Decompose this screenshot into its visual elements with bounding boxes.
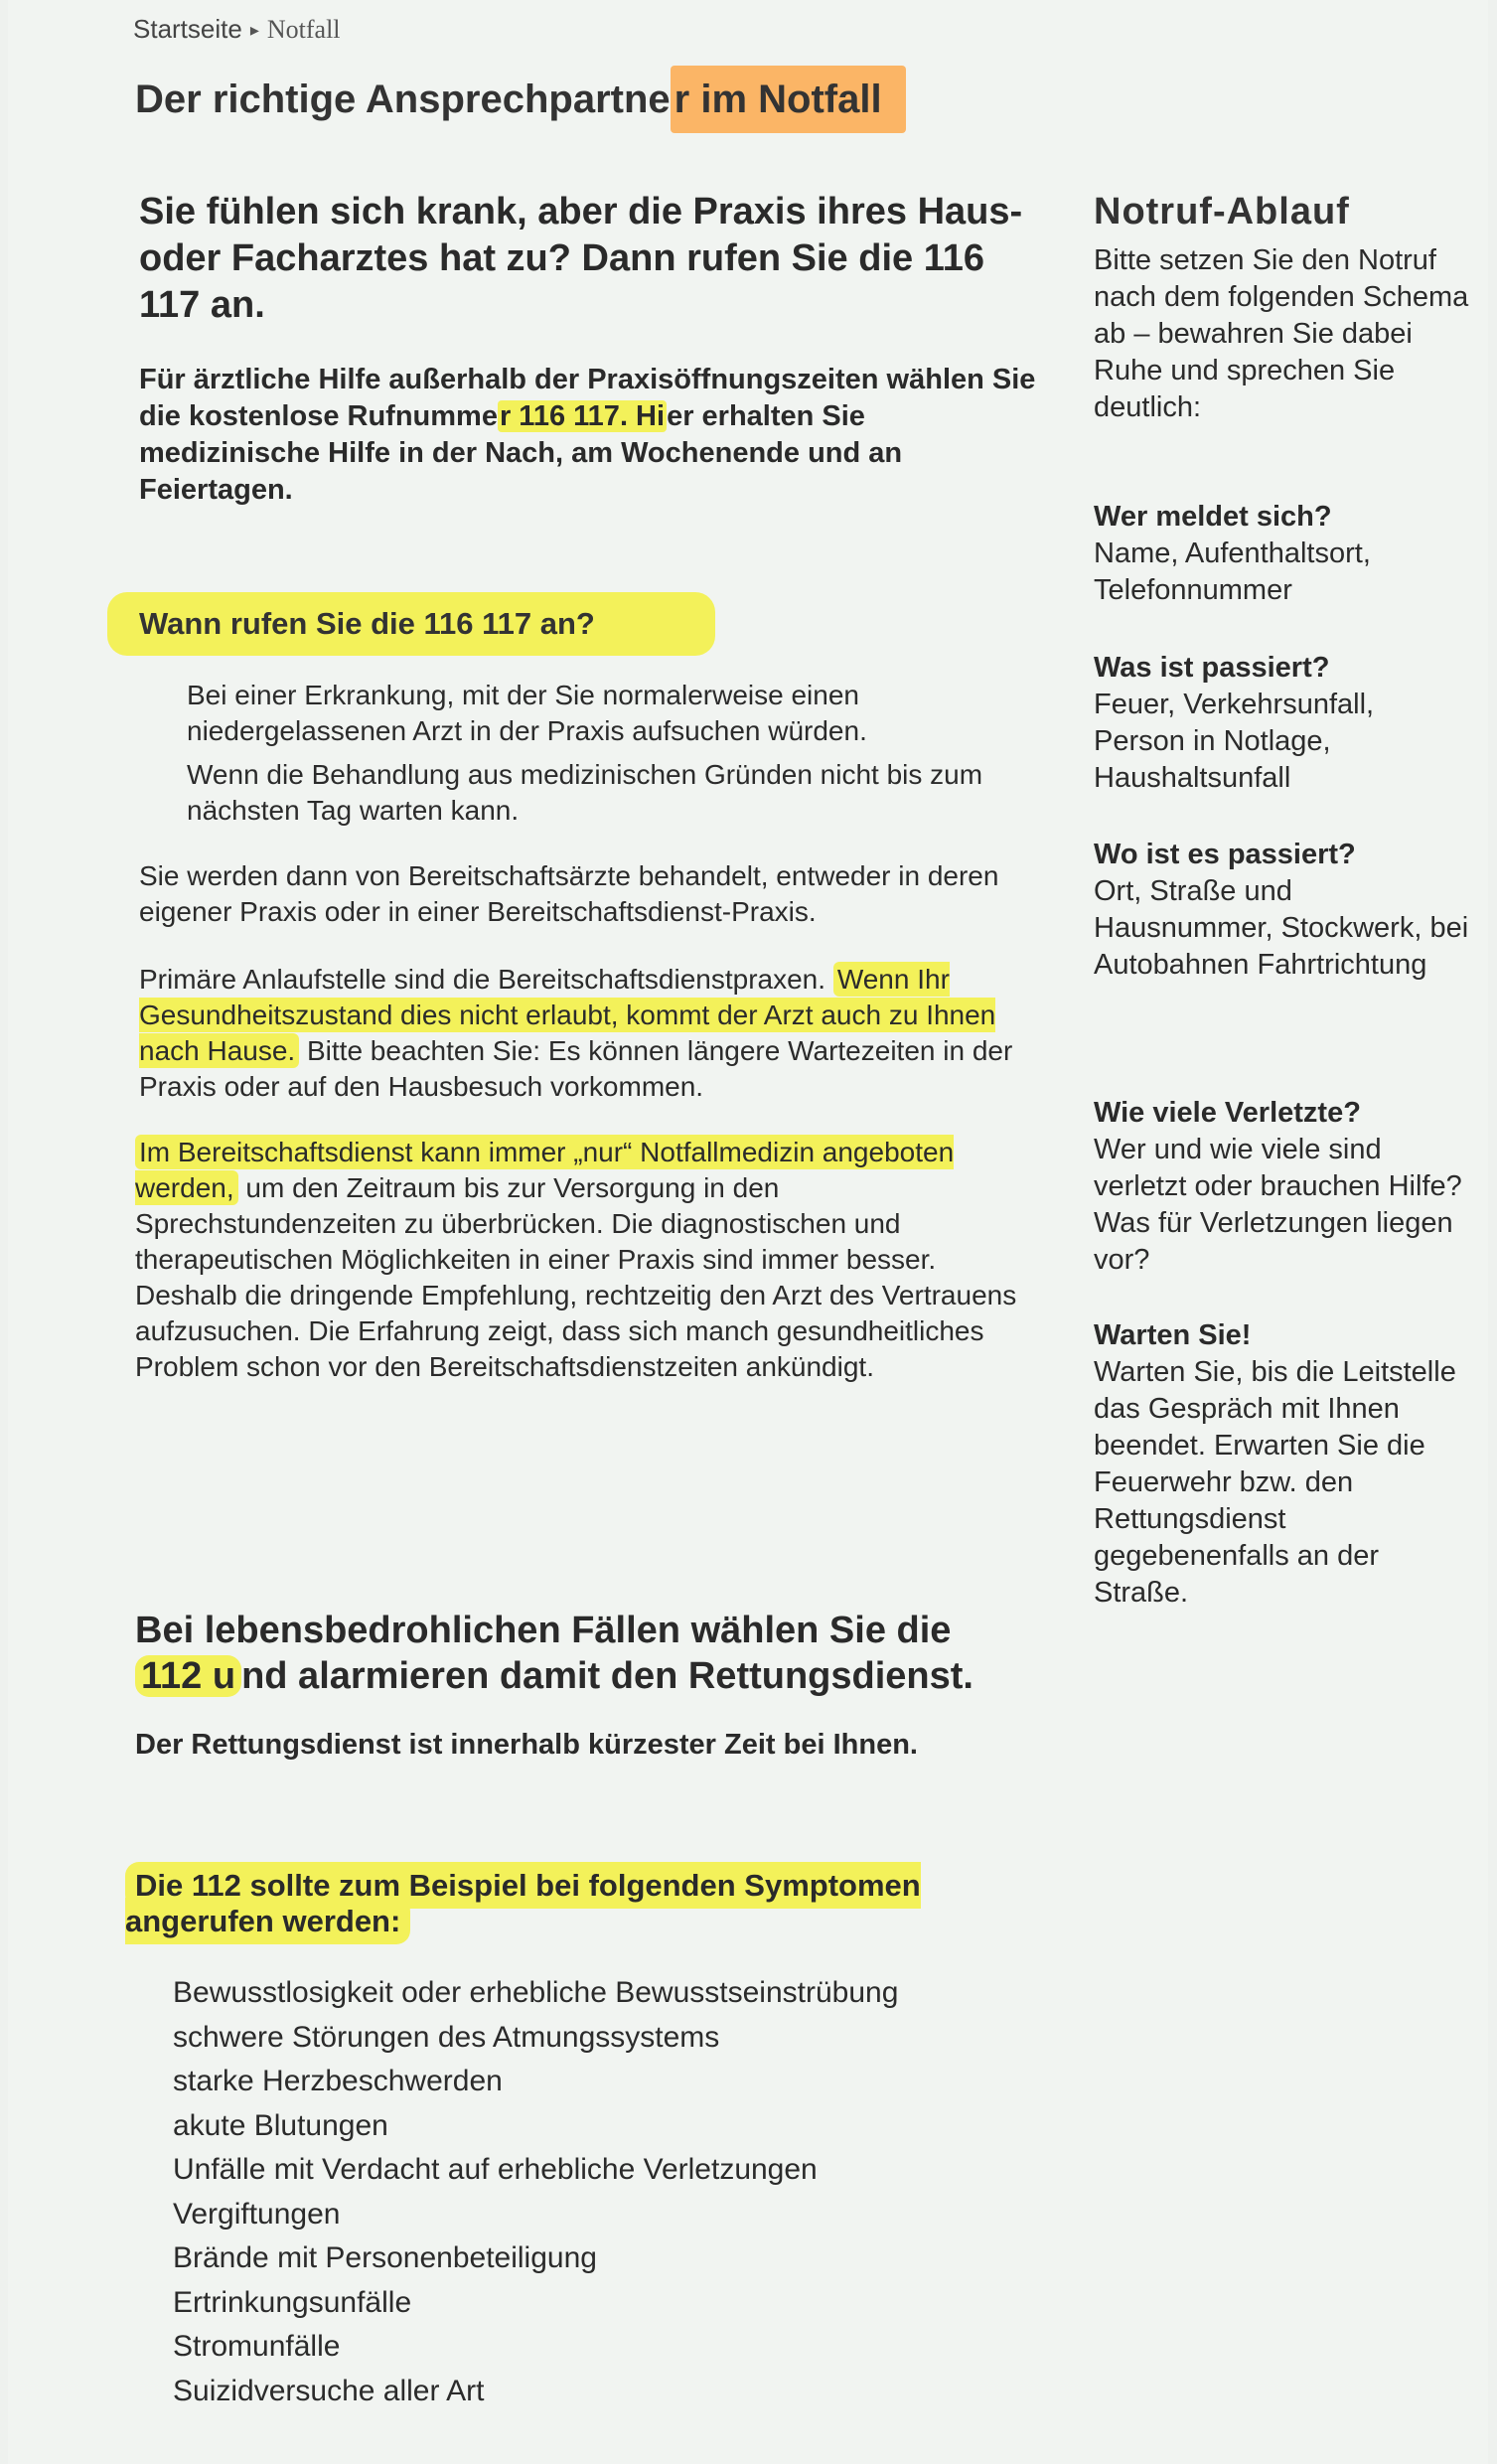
- page-title-part1: Der richtige Ansprechpartne: [135, 77, 671, 121]
- breadcrumb: [133, 14, 341, 45]
- rescue-note: Der Rettungsdienst ist innerhalb kürzester Zeit bei Ihnen.: [135, 1729, 918, 1761]
- sidebar-step-5: [1094, 1317, 1471, 1612]
- list-item: Unfälle mit Verdacht auf erhebliche Verletzungen: [173, 2153, 818, 2186]
- p3-highlight: Im Bereitschaftsdienst kann immer „nur“ Notfallmedizin angeboten werden,: [135, 1137, 955, 1203]
- sidebar-intro-text: Bitte setzen Sie den Notruf nach dem folgenden Schema ab – bewahren Sie dabei Ruhe und sprechen Sie deutlich:: [1094, 244, 1469, 423]
- sidebar-step-heading: Was ist passiert?: [1094, 652, 1330, 684]
- section-heading-when: Wann rufen Sie die 116 117 an?: [107, 592, 715, 656]
- list-item: akute Blutungen: [173, 2108, 388, 2142]
- paper-sheet: [8, 0, 1488, 2464]
- list-item: Vergiftungen: [173, 2197, 341, 2231]
- breadcrumb-current: Notfall: [266, 15, 341, 44]
- sidebar-step-heading: Warten Sie!: [1094, 1319, 1252, 1351]
- list-item: schwere Störungen des Atmungssystems: [173, 2020, 720, 2054]
- sidebar-step-heading: Wer meldet sich?: [1094, 501, 1332, 533]
- p2-text-c: Bitte beachten Sie: Es können längere Wartezeiten in der Praxis oder auf den Hausbesuch vorkommen.: [139, 1035, 1013, 1102]
- intro-highlight-number: r 116 117. Hi: [499, 400, 666, 432]
- list-item: Stromunfälle: [173, 2330, 341, 2363]
- list-item: Suizidversuche aller Art: [173, 2374, 485, 2407]
- intro-text-a: Für ärztliche Hilfe außerhalb der Praxisöffnungszeiten wählen Sie die kostenlose Rufnumme: [139, 364, 1036, 432]
- page-title-highlighted: r im Notfall: [671, 66, 906, 133]
- emergency-text-c: nd alarmieren damit den Rettungsdienst.: [241, 1655, 973, 1697]
- sidebar-step-2: [1094, 650, 1471, 797]
- when-item-1: Bei einer Erkrankung, mit der Sie normalerweise einen niedergelassenen Arzt in der Praxis aufsuchen würden.: [187, 680, 867, 746]
- list-item: starke Herzbeschwerden: [173, 2065, 503, 2097]
- p2-text-a: Primäre Anlaufstelle sind die Bereitschaftsdienstpraxen.: [139, 964, 826, 995]
- list-item: Brände mit Personenbeteiligung: [173, 2241, 597, 2274]
- sidebar-step-4: [1094, 1095, 1471, 1279]
- sidebar-intro: [1094, 242, 1471, 426]
- emergency-highlight-112: 112 u: [135, 1655, 241, 1697]
- intro-paragraph: [139, 362, 1053, 509]
- when-item-2: Wenn die Behandlung aus medizinischen Gründen nicht bis zum nächsten Tag warten kann.: [187, 759, 983, 826]
- sidebar-step-3: [1094, 837, 1471, 984]
- sidebar-step-text: Warten Sie, bis die Leitstelle das Gespräch mit Ihnen beendet. Erwarten Sie die Feuerwehr bzw. den Rettungsdienst gegebenenfalls an der Straße.: [1094, 1356, 1456, 1609]
- sidebar-step-text: Wer und wie viele sind verletzt oder brauchen Hilfe? Was für Verletzungen liegen vor?: [1094, 1134, 1462, 1276]
- sidebar-title-text: Notruf-Ablauf: [1094, 191, 1350, 232]
- page-title: [135, 77, 906, 122]
- symptoms-heading: [125, 1868, 1019, 1939]
- intro-text-c: er erhalten Sie medizinische Hilfe in der Nach, am Wochenende und an Feiertagen.: [139, 400, 903, 506]
- symptoms-list: [173, 1971, 898, 2413]
- list-item: Ertrinkungsunfälle: [173, 2285, 412, 2319]
- p3-text-b: um den Zeitraum bis zur Versorgung in den Sprechstundenzeiten zu überbrücken. Die diagnostischen und therapeutischen Möglichkeiten in einer Praxis sind immer besser. Deshalb die dringende Empfehlung, rechtzeitig den Arzt des Vertrauens aufzusuchen. Die Erfahrung zeigt, dass sich manch gesundheitliches Problem schon vor den Bereitschaftsdienstzeiten ankündigt.: [135, 1172, 1017, 1382]
- chevron-right-icon: ▸: [249, 20, 259, 40]
- paragraph-emergency-service: [135, 1135, 1029, 1385]
- paragraph-practices: [139, 962, 1033, 1105]
- emergency-112-heading: [135, 1608, 1009, 1699]
- paragraph-doctors: Sie werden dann von Bereitschaftsärzte behandelt, entweder in deren eigener Praxis oder in einer Bereitschaftsdienst-Praxis.: [139, 860, 999, 927]
- sidebar-step-text: Name, Aufenthaltsort, Telefonnummer: [1094, 538, 1371, 606]
- list-item: Bewusstlosigkeit oder erhebliche Bewusstseinstrübung: [173, 1976, 899, 2009]
- emergency-text-a: Bei lebensbedrohlichen Fällen wählen Sie die: [135, 1610, 952, 1651]
- sidebar-title: [1094, 191, 1471, 233]
- breadcrumb-home-link[interactable]: Startseite: [133, 14, 242, 44]
- symptoms-heading-text: Die 112 sollte zum Beispiel bei folgenden Symptomen angerufen werden:: [125, 1862, 921, 1944]
- sidebar-step-text: Feuer, Verkehrsunfall, Person in Notlage, Haushaltsunfall: [1094, 689, 1375, 794]
- sidebar-step-text: Ort, Straße und Hausnummer, Stockwerk, bei Autobahnen Fahrtrichtung: [1094, 875, 1469, 981]
- sidebar-step-1: [1094, 499, 1471, 609]
- sidebar-step-heading: Wie viele Verletzte?: [1094, 1097, 1361, 1129]
- lead-paragraph: Sie fühlen sich krank, aber die Praxis ihres Haus- oder Facharztes hat zu? Dann rufen Sie die 116 117 an.: [139, 191, 1023, 326]
- sidebar-step-heading: Wo ist es passiert?: [1094, 839, 1356, 870]
- p2-highlight: Wenn Ihr Gesundheitszustand dies nicht erlaubt, kommt der Arzt auch zu Ihnen nach Hause.: [139, 964, 996, 1066]
